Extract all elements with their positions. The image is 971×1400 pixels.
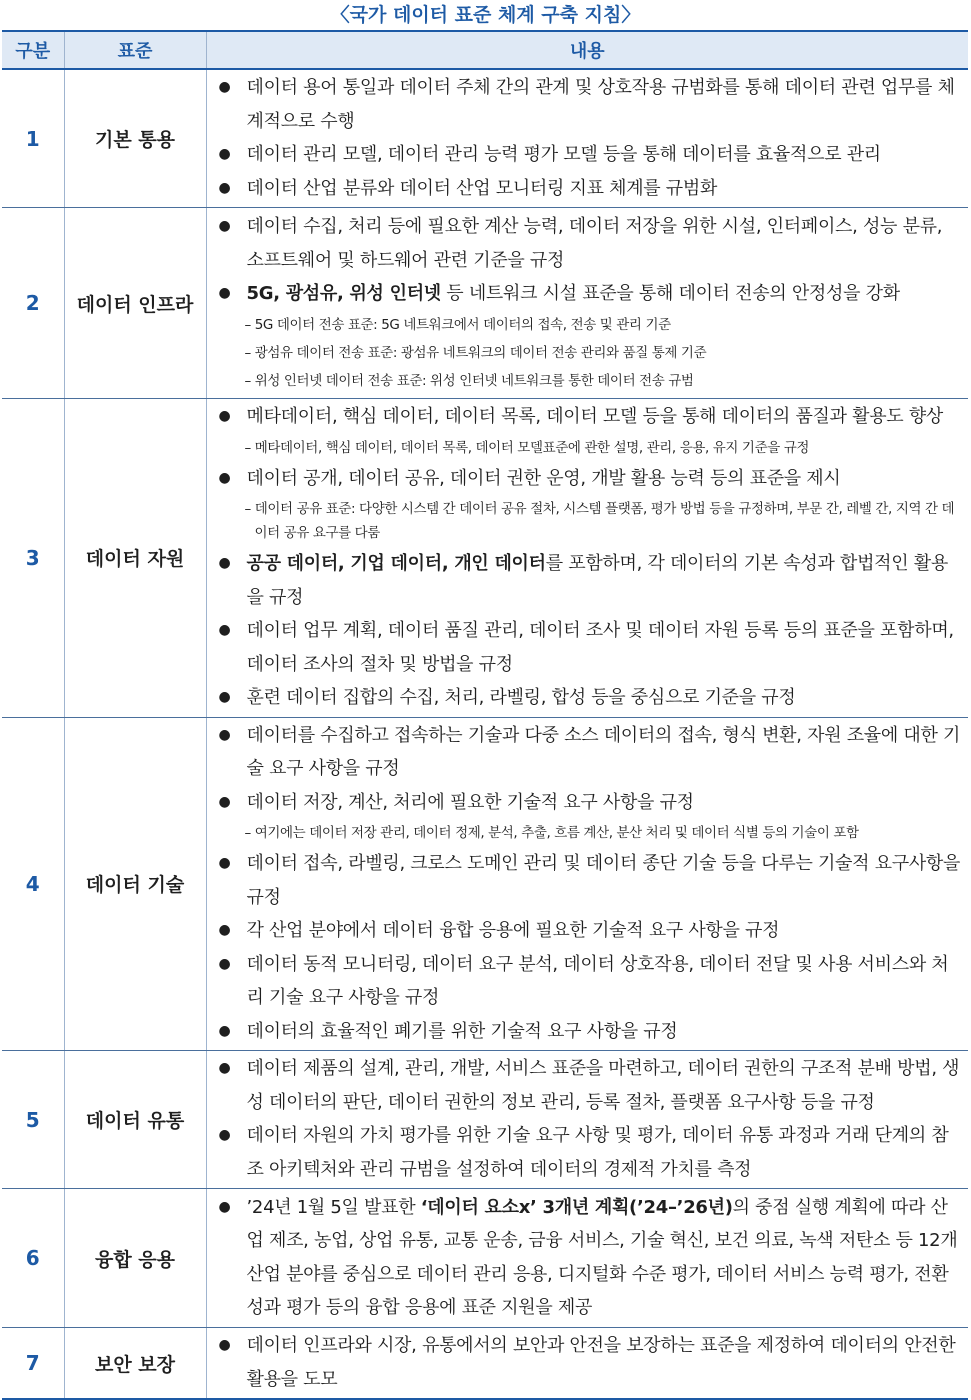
row-standard: 기본 통용 xyxy=(64,69,206,208)
row-standard: 데이터 기술 xyxy=(64,717,206,1051)
sub-item: – 메타데이터, 핵심 데이터, 데이터 목록, 데이터 모델표준에 관한 설명, 관리, 응용, 유지 기준을 규정 xyxy=(244,439,810,456)
bullet-item: ● 데이터 관리 모델, 데이터 관리 능력 평가 모델 등을 통해 데이터를 효율적으로 관리 xyxy=(213,138,965,172)
bullet-item: ● 공공 데이터, 기업 데이터, 개인 데이터를 포함하며, 각 데이터의 기본 속성과 합법적인 활용을 규정 xyxy=(213,547,965,614)
bullet-item: ● 각 산업 분야에서 데이터 융합 응용에 필요한 기술적 요구 사항을 규정 xyxy=(213,914,965,948)
row-number: 5 xyxy=(2,1051,64,1189)
bullet-item: ● 데이터 공개, 데이터 공유, 데이터 권한 운영, 개발 활용 능력 등의 표준을 제시 xyxy=(213,462,965,496)
bullet-item: ● 데이터 수집, 처리 등에 필요한 계산 능력, 데이터 저장을 위한 시설, 인터페이스, 성능 분류, 소프트웨어 및 하드웨어 관련 기준을 규정 xyxy=(213,210,965,277)
bullet-icon: ● xyxy=(218,1127,231,1143)
bullet-icon: ● xyxy=(218,1337,231,1353)
bullet-item: ● 데이터 제품의 설계, 관리, 개발, 서비스 표준을 마련하고, 데이터 권한의 구조적 분배 방법, 생성 데이터의 판단, 데이터 권한의 정보 관리, 등록 절차, 플랫폼 요구사항 등을 규정 xyxy=(213,1052,965,1119)
bullet-item: ● 데이터 자원의 가치 평가를 위한 기술 요구 사항 및 평가, 데이터 유통 과정과 거래 단계의 참조 아키텍처와 관리 규범을 설정하여 데이터의 경제적 가치를 측정 xyxy=(213,1119,965,1186)
bullet-icon: ● xyxy=(218,922,231,938)
table-row xyxy=(2,399,968,718)
row-standard: 데이터 유통 xyxy=(64,1051,206,1189)
bullet-item: ● 데이터 인프라와 시장, 유통에서의 보안과 안전을 보장하는 표준을 제정하여 데이터의 안전한 활용을 도모 xyxy=(213,1329,965,1396)
bullet-icon: ● xyxy=(218,622,231,638)
bullet-icon: ● xyxy=(218,726,231,743)
sub-item: – 데이터 공유 표준: 다양한 시스템 간 데이터 공유 절차, 시스템 플랫폼, 평가 방법 등을 규정하며, 부문 간, 레벨 간, 지역 간 데이터 공유 요구를 다룸 xyxy=(244,501,955,541)
table-row xyxy=(2,1328,968,1400)
bullet-item: ● 데이터의 효율적인 폐기를 위한 기술적 요구 사항을 규정 xyxy=(213,1015,965,1049)
bullet-item: ● 데이터를 수집하고 접속하는 기술과 다중 소스 데이터의 접속, 형식 변환, 자원 조율에 대한 기술 요구 사항을 규정 xyxy=(213,719,965,786)
row-number: 3 xyxy=(2,399,64,718)
bullet-icon: ● xyxy=(218,955,231,972)
row-standard: 보안 보장 xyxy=(64,1328,206,1400)
bullet-item: ● 데이터 동적 모니터링, 데이터 요구 분석, 데이터 상호작용, 데이터 전달 및 사용 서비스와 처리 기술 요구 사항을 규정 xyxy=(213,948,965,1015)
row-content xyxy=(206,1328,968,1400)
header-category: 구분 xyxy=(2,31,64,69)
table-row xyxy=(2,69,968,208)
bullet-icon: ● xyxy=(218,285,231,302)
row-number: 1 xyxy=(2,69,64,208)
row-number: 4 xyxy=(2,717,64,1051)
table-row xyxy=(2,208,968,399)
header-row xyxy=(2,31,968,69)
bullet-icon: ● xyxy=(218,469,231,486)
bullet-icon: ● xyxy=(218,146,231,162)
bullet-icon: ● xyxy=(218,855,231,871)
bullet-icon: ● xyxy=(218,1198,231,1215)
row-number: 6 xyxy=(2,1189,64,1328)
table-row xyxy=(2,717,968,1051)
sub-item: – 광섬유 데이터 전송 표준: 광섬유 네트워크의 데이터 전송 관리와 품질 통제 기준 xyxy=(244,344,707,361)
bullet-item: ● 훈련 데이터 집합의 수집, 처리, 라벨링, 합성 등을 중심으로 기준을 규정 xyxy=(213,681,965,715)
bullet-icon: ● xyxy=(218,179,231,196)
bullet-icon: ● xyxy=(218,408,231,424)
bullet-item: ● 데이터 접속, 라벨링, 크로스 도메인 관리 및 데이터 종단 기술 등을 다루는 기술적 요구사항을 규정 xyxy=(213,847,965,914)
bullet-icon: ● xyxy=(218,555,231,571)
sub-item: – 5G 데이터 전송 표준: 5G 네트워크에서 데이터의 접속, 전송 및 관리 기준 xyxy=(244,316,671,333)
row-content xyxy=(206,208,968,399)
bullet-item: ● 메타데이터, 핵심 데이터, 데이터 목록, 데이터 모델 등을 통해 데이터의 품질과 활용도 향상 xyxy=(213,400,965,434)
row-content xyxy=(206,1051,968,1189)
row-content xyxy=(206,717,968,1051)
standards-table xyxy=(2,30,968,1400)
table-row xyxy=(2,1189,968,1328)
bullet-icon: ● xyxy=(218,689,231,705)
bullet-item: ● 데이터 저장, 계산, 처리에 필요한 기술적 요구 사항을 규정 xyxy=(213,786,965,820)
bullet-icon: ● xyxy=(218,1060,231,1076)
sub-item: – 여기에는 데이터 저장 관리, 데이터 정제, 분석, 추출, 흐름 계산, 분산 처리 및 데이터 식별 등의 기술이 포함 xyxy=(244,825,859,841)
bullet-item: ● 데이터 산업 분류와 데이터 산업 모니터링 지표 체계를 규범화 xyxy=(213,172,965,206)
table-title: 〈국가 데이터 표준 체계 구축 지침〉 xyxy=(330,4,641,26)
row-number: 2 xyxy=(2,208,64,399)
bullet-icon: ● xyxy=(218,79,231,95)
row-number: 7 xyxy=(2,1328,64,1400)
row-content xyxy=(206,1189,968,1328)
row-content xyxy=(206,69,968,208)
sub-item: – 위성 인터넷 데이터 전송 표준: 위성 인터넷 네트워크를 통한 데이터 전송 규범 xyxy=(244,372,694,389)
bullet-icon: ● xyxy=(218,218,231,235)
row-content xyxy=(206,399,968,718)
row-standard: 데이터 인프라 xyxy=(64,208,206,399)
bullet-item: ● 5G, 광섬유, 위성 인터넷 등 네트워크 시설 표준을 통해 데이터 전송의 안정성을 강화 xyxy=(213,277,965,311)
header-content: 내용 xyxy=(206,31,968,69)
header-standard: 표준 xyxy=(64,31,206,69)
bullet-item: ● ’24년 1월 5일 발표한 ‘데이터 요소x’ 3개년 계획(’24–’26년)의 중점 실행 계획에 따라 산업 제조, 농업, 상업 유통, 교통 운송, 금융 서비스, 기술 혁신, 보건 의료, 녹색 저탄소 등 12개 산업 분야를 중심으로 데이터 관리 응용, 디지털화 수준 평가, 데이터 서비스 능력 평가, 전환 성과 평가 등의 융합 응용에 표준 지원을 제공 xyxy=(213,1191,965,1325)
bullet-icon: ● xyxy=(218,793,231,810)
table-row xyxy=(2,1051,968,1189)
row-standard: 융합 응용 xyxy=(64,1189,206,1328)
bullet-item: ● 데이터 용어 통일과 데이터 주체 간의 관계 및 상호작용 규범화를 통해 데이터 관련 업무를 체계적으로 수행 xyxy=(213,71,965,138)
bullet-item: ● 데이터 업무 계획, 데이터 품질 관리, 데이터 조사 및 데이터 자원 등록 등의 표준을 포함하며, 데이터 조사의 절차 및 방법을 규정 xyxy=(213,614,965,681)
bullet-icon: ● xyxy=(218,1022,231,1039)
row-standard: 데이터 자원 xyxy=(64,399,206,718)
